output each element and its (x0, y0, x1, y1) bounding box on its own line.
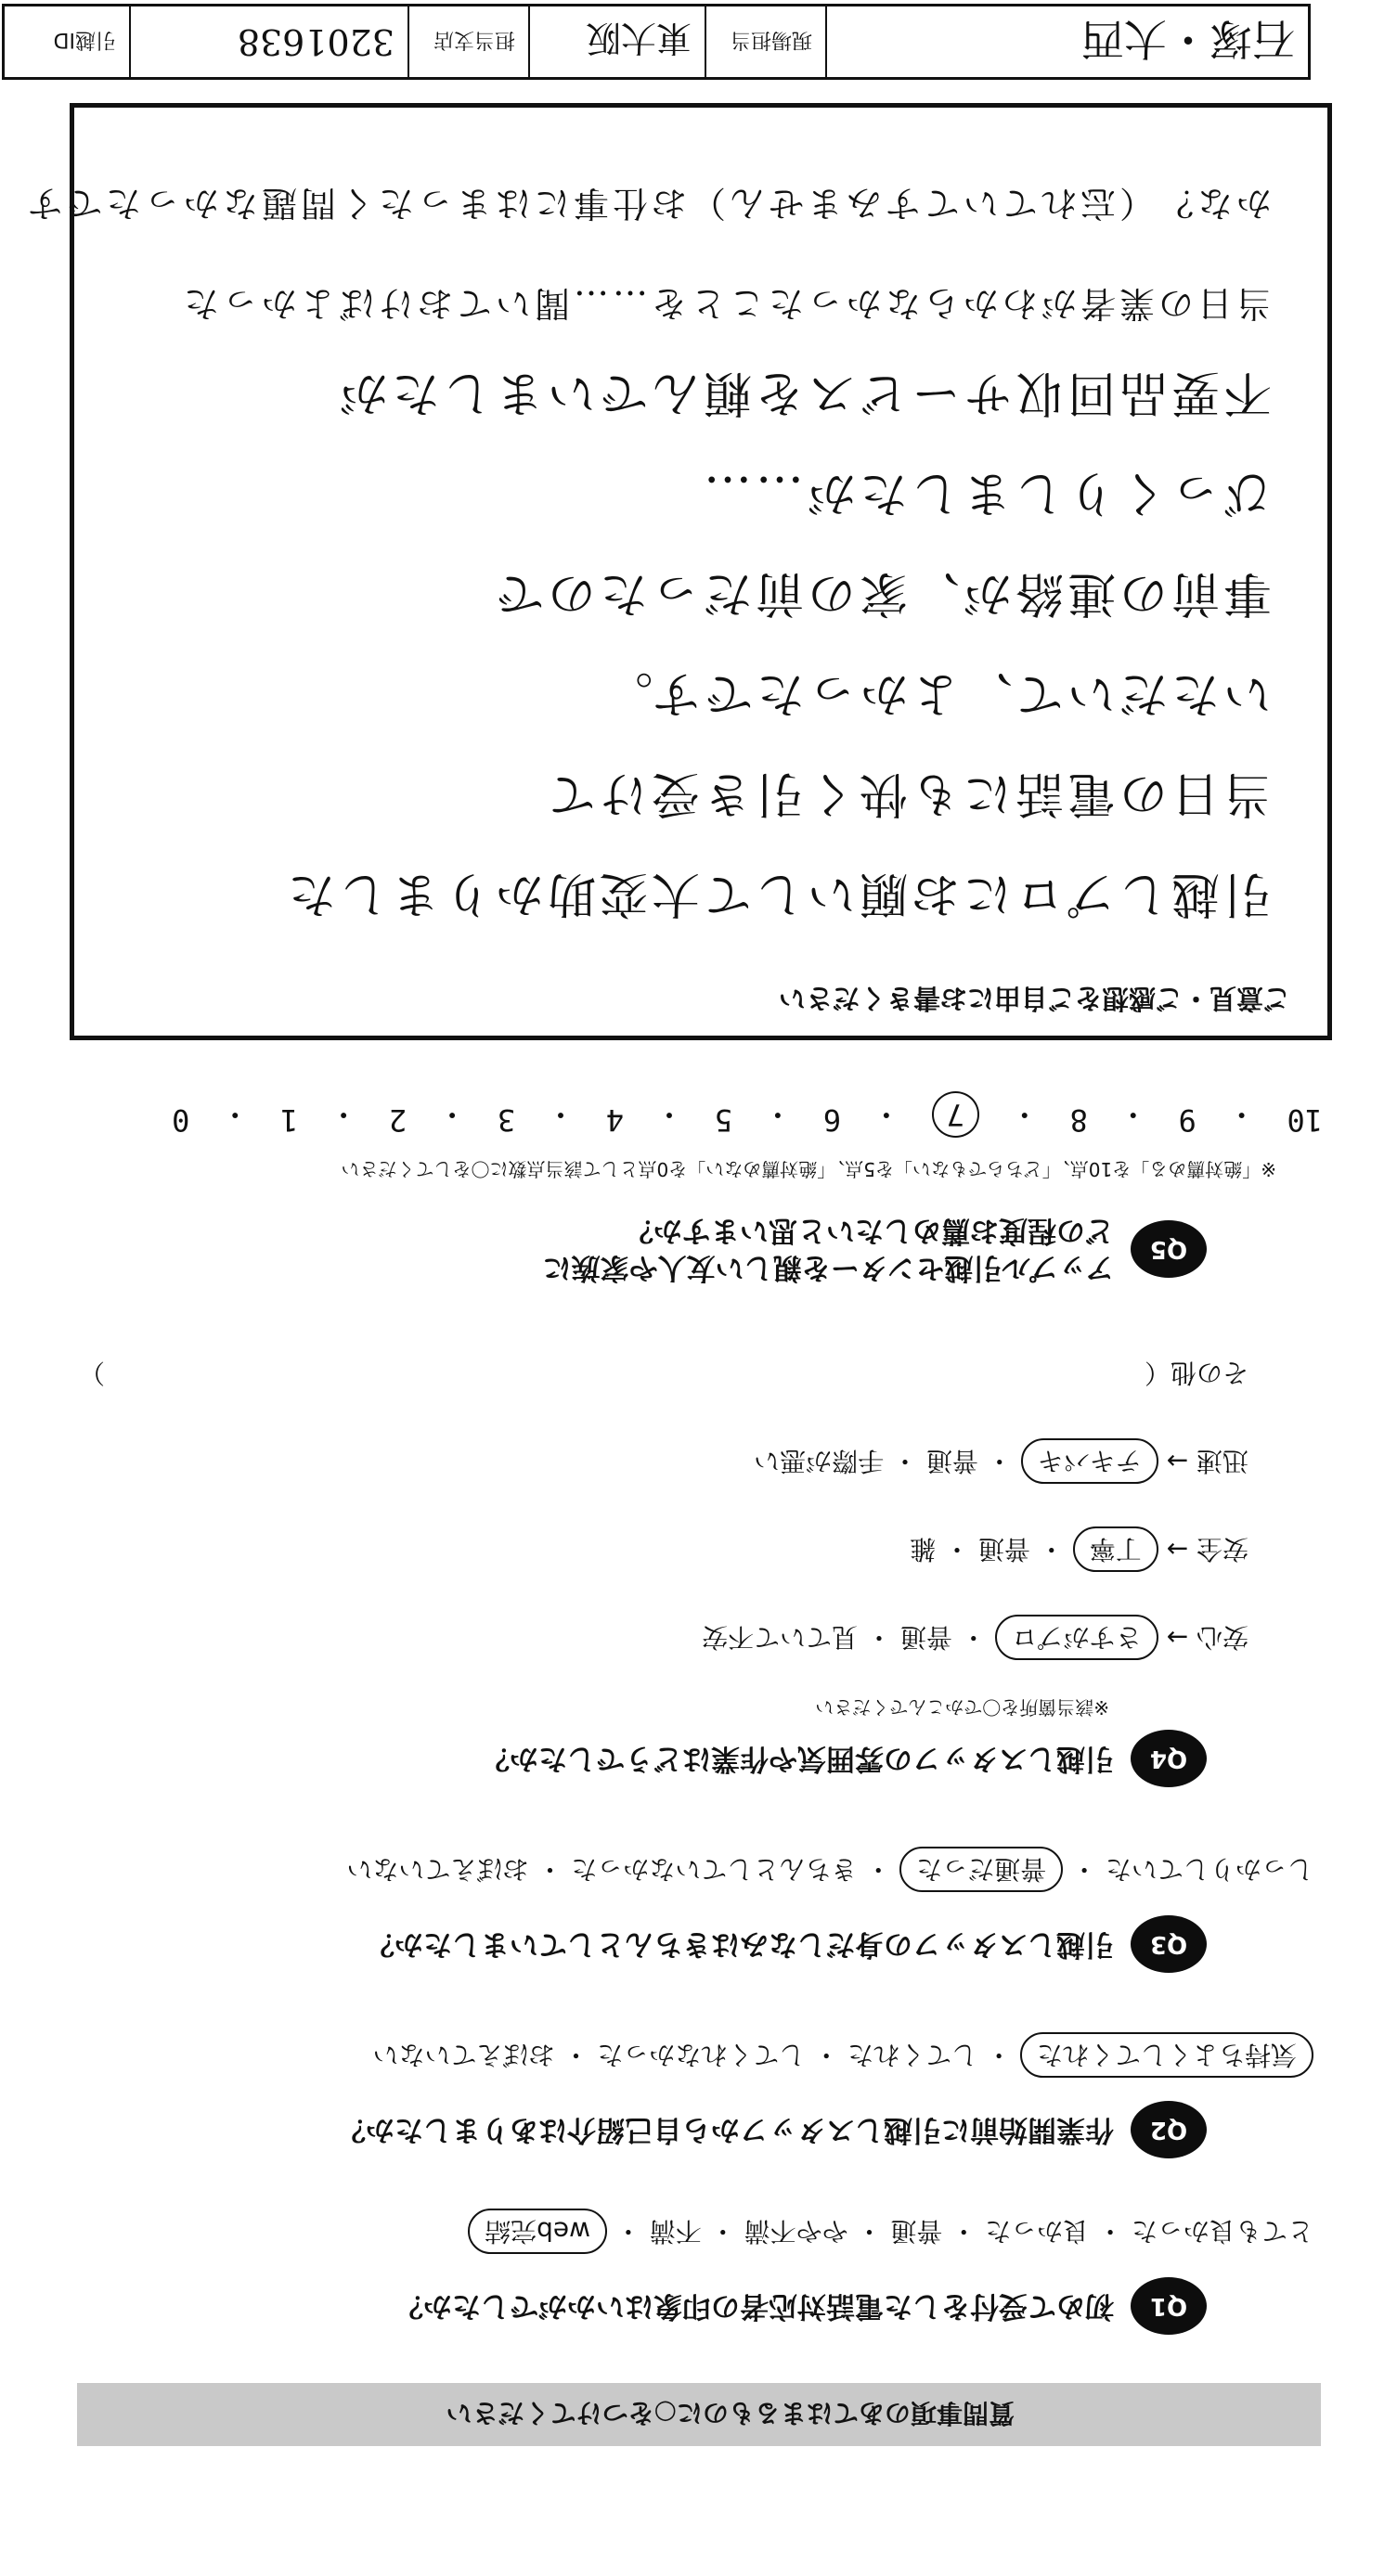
scale-separator: ・ (871, 1097, 901, 1132)
q2-text: 作業開始前に引越しスタッフから自己紹介はありましたか？ (337, 2113, 1114, 2147)
scale-number-0: 0 (172, 1102, 190, 1138)
scale-number-9: 9 (1178, 1102, 1197, 1138)
q4-row-rest: ・ 普通 ・ 雑 (910, 1534, 1065, 1565)
scale-number-6: 6 (822, 1102, 841, 1138)
q5-line-1: アップル引越センターを親しい友人や家族に (542, 1251, 1114, 1284)
q4-row-label: 安心 → (1166, 1622, 1248, 1653)
q3-option-before: しっかりしていた ・ (1063, 1854, 1313, 1885)
scale-separator: ・ (762, 1097, 793, 1132)
comment-line: 当日の電話にも快く引き受けて (543, 766, 1272, 821)
scale-separator: ・ (653, 1097, 684, 1132)
scale-separator: ・ (329, 1097, 359, 1132)
q3-options (347, 1852, 1313, 1889)
q1-options (468, 2214, 1313, 2251)
scale-number-10: 10 (1287, 1102, 1323, 1138)
move-id-label: 引越ID (53, 28, 116, 52)
q3-option-list: ・ きちんとしていなかった ・ おぼえていない (346, 1854, 892, 1885)
section-title-bar (77, 2383, 1321, 2446)
scale-separator: ・ (437, 1097, 468, 1132)
scale-separator: ・ (1226, 1097, 1257, 1132)
q2-option-list: ・ してくれた ・ してくれなかった ・ おぼえていない (372, 2040, 1013, 2070)
q4-other-label: その他（ (1144, 1358, 1248, 1388)
q5-badge: Q5 (1131, 1220, 1207, 1278)
q1-text: 初めて受付をした電話対応者の印象はいかがでしたか？ (395, 2289, 1114, 2324)
question-q2 (337, 2101, 1207, 2158)
comment-line: 不要品回収サービスを頼んでいましたが (335, 365, 1272, 420)
q1-option-list: とても良かった ・ 良かった ・ 普通 ・ やや不満 ・ 不満 ・ (606, 2216, 1313, 2247)
header-row (2, 4, 1311, 80)
q5-text (543, 1211, 1114, 1286)
scale-number-2: 2 (388, 1102, 407, 1138)
branch-value: 東大阪 (528, 6, 705, 77)
recommend-scale (172, 1091, 1323, 1138)
comment-line: びっくりしましたが…… (699, 465, 1272, 521)
scale-number-7: 7 (932, 1091, 979, 1138)
q2-selected: 気持ちよくしてくれた (1020, 2032, 1313, 2078)
comment-line: 引越しプロにお願いして大変助かりました (283, 866, 1272, 921)
comment-title: ご意見・ご感想をご自由にお書きください (778, 983, 1290, 1014)
comment-line: いただいて、よかったです。 (601, 665, 1272, 721)
q4-other (79, 1356, 1248, 1393)
q5-line-2: どの程度お薦めしたいと思いますか？ (625, 1213, 1114, 1247)
q3-selected: 普通だった (899, 1847, 1063, 1892)
question-q1 (395, 2277, 1207, 2335)
branch-label: 担当支店 (407, 6, 528, 77)
q4-badge: Q4 (1131, 1730, 1207, 1787)
scale-separator: ・ (1118, 1097, 1148, 1132)
q4-row-selected: 丁寧 (1073, 1526, 1158, 1572)
q3-badge: Q3 (1131, 1915, 1207, 1973)
move-id-value: 3201638 (129, 6, 407, 77)
scale-separator: ・ (546, 1097, 576, 1132)
q5-note: ※「絶対薦める」を10点、「どちらでもない」を5点、「絶対薦めない」を0点として該当点数に〇をしてください (341, 1158, 1276, 1180)
q3-text: 引越しスタッフの身だしなみはきちんとしていましたか？ (366, 1927, 1114, 1962)
question-q5 (543, 1211, 1207, 1286)
comment-line: 当日の業者がわからなかったことを……聞いておけばよかった (179, 283, 1272, 324)
scale-number-4: 4 (605, 1102, 625, 1138)
comment-line: かな？（忘れていてすみません）お仕事にはまったく問題なかったです (23, 183, 1272, 224)
scale-number-8: 8 (1069, 1102, 1088, 1138)
q2-badge: Q2 (1131, 2101, 1207, 2158)
q4-note: ※該当箇所を〇でかこんでください (815, 1696, 1109, 1719)
staff-value: 石塚・大西 (1081, 14, 1295, 64)
scale-number-1: 1 (280, 1102, 299, 1138)
question-q3 (366, 1915, 1207, 1973)
q4-row-selected: さすがプロ (995, 1615, 1158, 1660)
q4-row-label: 安全 → (1166, 1534, 1248, 1565)
q4-text: 引越しスタッフの雰囲気や作業はどうでしたか？ (481, 1742, 1114, 1776)
q4-row-selected: テキパキ (1021, 1438, 1158, 1484)
q4-row-speed (754, 1444, 1248, 1481)
q4-row-rest: ・ 普通 ・ 手際が悪い (754, 1446, 1013, 1476)
comment-line: 事前の連絡が、家の前だったので (491, 565, 1272, 621)
q4-row-rest: ・ 普通 ・ 見ていて不安 (702, 1622, 987, 1653)
q4-row-relief (702, 1620, 1248, 1657)
q4-row-safety (910, 1532, 1248, 1569)
staff-label: 現場担当 (705, 6, 825, 77)
section-title: 質問事項のあてはまるものに○をつけてください (446, 2398, 1015, 2428)
q1-selected: web完結 (468, 2209, 607, 2254)
scale-number-5: 5 (714, 1102, 733, 1138)
q1-badge: Q1 (1131, 2277, 1207, 2335)
comment-box (23, 103, 1332, 1040)
scale-number-3: 3 (497, 1102, 516, 1138)
scale-separator: ・ (1009, 1097, 1040, 1132)
question-q4 (481, 1730, 1207, 1787)
staff-signature (825, 6, 1308, 77)
q4-other-close: ） (79, 1358, 106, 1388)
q2-options (373, 2038, 1313, 2075)
q4-row-label: 迅速 → (1166, 1446, 1248, 1476)
scale-separator: ・ (220, 1097, 251, 1132)
